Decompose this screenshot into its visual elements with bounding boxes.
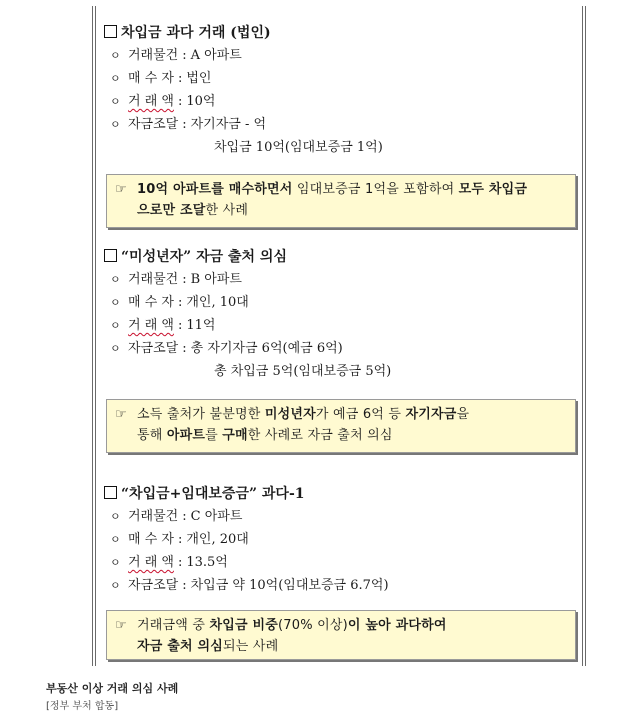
case-note-1: ☞ 10억 아파트를 매수하면서 임대보증금 1억을 포함하여 모두 차입금 으로만 조달한 사례	[106, 174, 576, 228]
list-item: ㅇ 매 수 자 : 개인, 10대	[110, 295, 249, 310]
pointing-hand-icon: ☞	[115, 618, 127, 633]
bullet-circle-icon: ㅇ	[110, 296, 121, 309]
bullet-circle-icon: ㅇ	[110, 95, 121, 108]
bullet-circle-icon: ㅇ	[110, 510, 121, 523]
list-item: ㅇ 매 수 자 : 법인	[110, 71, 212, 86]
case-note-2: ☞ 소득 출처가 불분명한 미성년자가 예금 6억 등 자기자금을 통해 아파트를 구매한 사례로 자금 출처 의심	[106, 399, 576, 453]
list-item: ㅇ 거래물건 : B 아파트	[110, 272, 242, 287]
bullet-circle-icon: ㅇ	[110, 319, 121, 332]
pointing-hand-icon: ☞	[115, 182, 127, 197]
list-item: ㅇ 거 래 액 : 13.5억	[110, 555, 228, 570]
figure-caption-title: 부동산 이상 거래 의심 사례	[46, 682, 179, 695]
list-item: ㅇ 자금조달 : 총 자기자금 6억(예금 6억)	[110, 341, 343, 356]
section-heading-1: 차입금 과다 거래 (법인)	[104, 22, 271, 42]
bullet-circle-icon: ㅇ	[110, 579, 121, 592]
funding-continuation: 총 차입금 5억(임대보증금 5억)	[214, 364, 392, 379]
list-item: ㅇ 자금조달 : 차입금 약 10억(임대보증금 6.7억)	[110, 578, 389, 593]
list-item: ㅇ 거래물건 : C 아파트	[110, 509, 243, 524]
bullet-circle-icon: ㅇ	[110, 533, 121, 546]
bullet-circle-icon: ㅇ	[110, 342, 121, 355]
bullet-circle-icon: ㅇ	[110, 273, 121, 286]
pointing-hand-icon: ☞	[115, 407, 127, 422]
list-item: ㅇ 자금조달 : 자기자금 - 억	[110, 117, 267, 132]
checkbox-square-icon	[104, 249, 117, 262]
funding-continuation: 차입금 10억(임대보증금 1억)	[214, 140, 383, 155]
list-item: ㅇ 매 수 자 : 개인, 20대	[110, 532, 249, 547]
bullet-circle-icon: ㅇ	[110, 118, 121, 131]
bullet-circle-icon: ㅇ	[110, 49, 121, 62]
bullet-circle-icon: ㅇ	[110, 72, 121, 85]
section-heading-3: “차입금+임대보증금” 과다-1	[104, 483, 305, 503]
section-heading-2: “미성년자” 자금 출처 의심	[104, 246, 287, 266]
checkbox-square-icon	[104, 25, 117, 38]
list-item: ㅇ 거래물건 : A 아파트	[110, 48, 242, 63]
figure-caption-source: [정부 부처 합동]	[46, 701, 119, 712]
case-note-3: ☞ 거래금액 중 차입금 비중(70% 이상)이 높아 과다하여 자금 출처 의심되는 사례	[106, 610, 576, 660]
list-item: ㅇ 거 래 액 : 10억	[110, 94, 216, 109]
document-frame	[92, 6, 586, 666]
checkbox-square-icon	[104, 486, 117, 499]
bullet-circle-icon: ㅇ	[110, 556, 121, 569]
list-item: ㅇ 거 래 액 : 11억	[110, 318, 216, 333]
